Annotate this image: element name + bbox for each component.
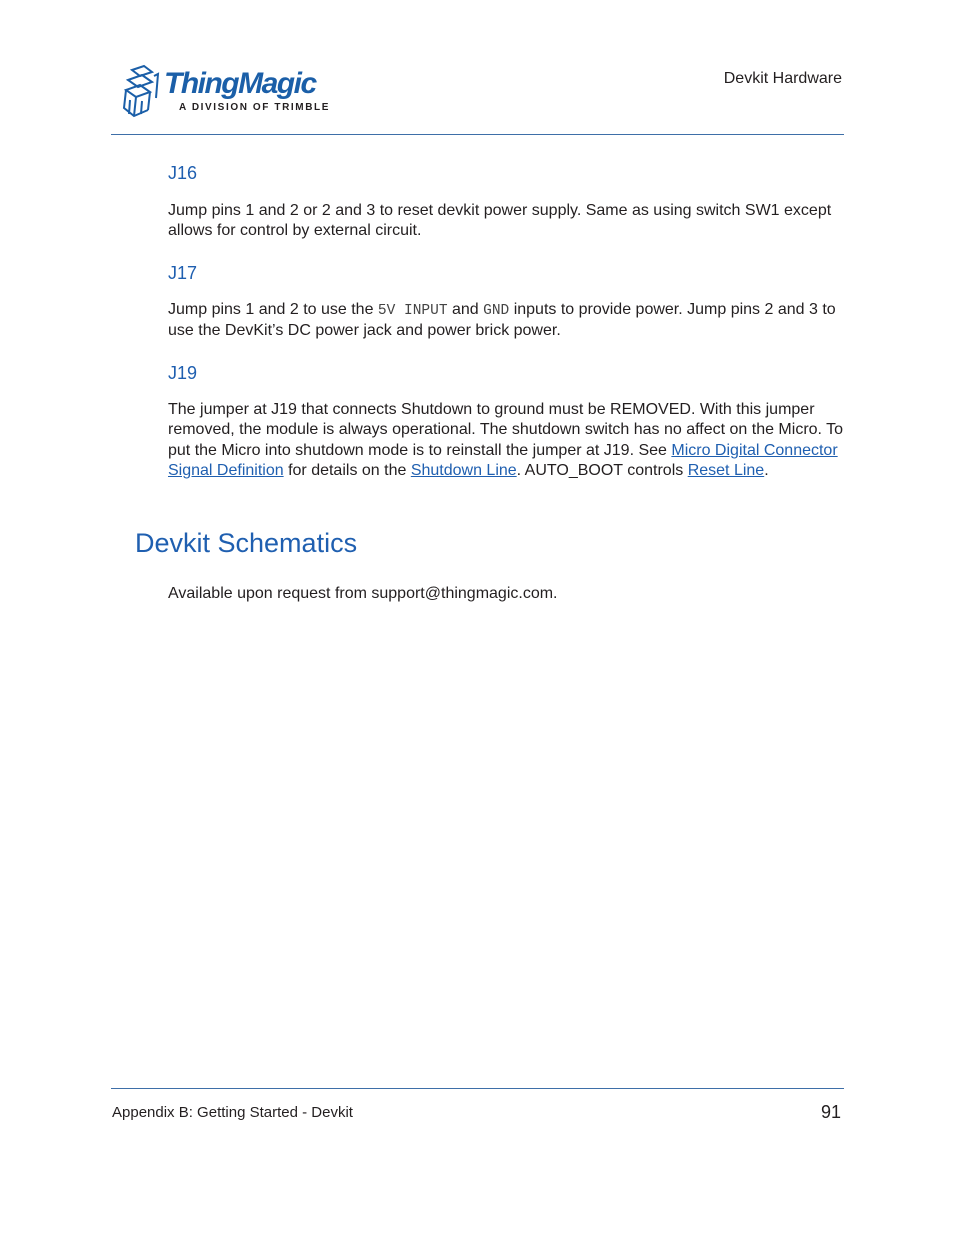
paragraph-j19: The jumper at J19 that connects Shutdown to ground must be REMOVED. With this jumper removed, the module is always operational. The shutdown switch has no affect on the Micro. To put the Micro into shutdown mode is to reinstall the jumper at J19. See Micro Digital Connector Signal Definition for details on the Shutdown Line. AUTO_BOOT controls Reset Line. bbox=[168, 401, 844, 480]
footer-chapter: Appendix B: Getting Started - Devkit bbox=[112, 1104, 353, 1121]
thingmagic-logo bbox=[112, 62, 332, 124]
code-gnd: GND bbox=[483, 303, 510, 319]
header-divider bbox=[111, 134, 844, 135]
link-shutdown-line[interactable]: Shutdown Line bbox=[410, 462, 517, 480]
page-number: 91 bbox=[820, 1102, 841, 1122]
link-micro-digital-connector[interactable]: Micro Digital Connector Signal Definition bbox=[168, 441, 838, 480]
thingmagic-logo-icon bbox=[118, 64, 164, 122]
heading-devkit-schematics: Devkit Schematics bbox=[135, 528, 358, 558]
heading-j19: J19 bbox=[168, 363, 198, 383]
running-header: Devkit Hardware bbox=[723, 70, 842, 87]
paragraph-schematics: Available upon request from support@thingmagic.com. bbox=[168, 585, 558, 602]
link-reset-line[interactable]: Reset Line bbox=[687, 462, 765, 480]
paragraph-j17: Jump pins 1 and 2 to use the 5V INPUT and GND inputs to provide power. Jump pins 2 and 3 to use the DevKit’s DC power jack and power brick power. bbox=[168, 301, 836, 340]
paragraph-j16: Jump pins 1 and 2 or 2 and 3 to reset devkit power supply. Same as using switch SW1 except allows for control by external circuit. bbox=[168, 202, 832, 240]
footer-divider bbox=[111, 1088, 844, 1089]
heading-j16: J16 bbox=[168, 163, 198, 183]
brand-subtitle: A DIVISION OF TRIMBLE bbox=[179, 102, 331, 113]
brand-name: ThingMagic bbox=[164, 67, 316, 100]
heading-j17: J17 bbox=[168, 263, 198, 283]
code-5v-input: 5V INPUT bbox=[377, 303, 448, 319]
